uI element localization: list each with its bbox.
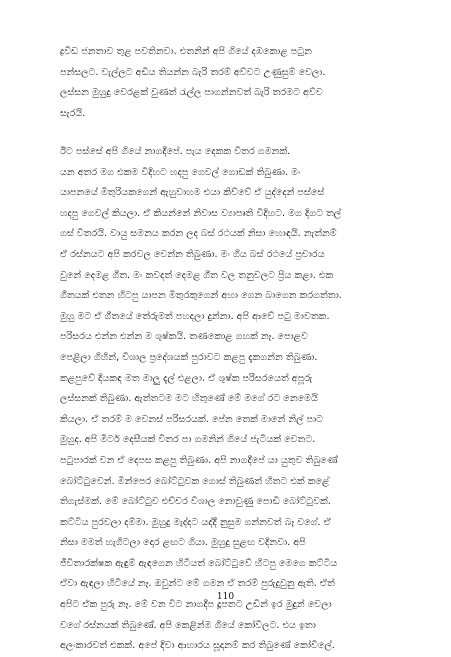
- text-line: ගස් විතරයි. වායු සමනය කරන ලද බස් රථයක් නිසා හොඳයි. නැත්නම්: [60, 228, 337, 240]
- text-line: මුහුද. අපි මීටර් දෙසීයක් විතර පා ගමනින් ගියේ ජැටියක් වෙතට.: [60, 434, 316, 446]
- paragraph-1: [60, 42, 396, 124]
- text-line: මුහු මට ඒ ගීතයේ තේරුමත් පහදලා දුන්නා. අපි ආවේ පටු මාවතක.: [60, 310, 330, 322]
- text-line: අපිට ඒක පුරු නෑ. මේ වන විට නාගදීප දූපතට උඩින් ඉර මුදුන් වෙලා: [60, 599, 332, 611]
- text-line: ඊට පස්සේ අපි ගියේ නාගදීපේ. පැය දෙකක විතර ගමනක්.: [60, 146, 291, 157]
- text-line: කියලා. ඒ තරම් ම වෙනස් පරිසරයක්. පේන තෙක් මානේ නිල් පාට: [60, 413, 324, 425]
- text-line: නිසා මමත් හැගිටලා දොර ළඟට ගියා. මුහුදු සුළඟ වදිනවා. අපි: [60, 537, 306, 549]
- text-line: ඒ රස්නයට අපි කරවල වෙන්න තිබුණා. මං ගිය බස් රථයේ ප්‍රචාරය: [60, 248, 325, 260]
- text-line: බෝට්ටුවෙන්. මින්පෙර බෝට්ටුවක ගොස් තිබුණත් හිතට එක් කළේ: [60, 475, 330, 487]
- text-line: අලංකාරවත් එකක්. අපේ දිවා ආහාරය සූදානම් කර තිබුණේ කෝවිලේ.: [60, 640, 335, 652]
- paragraph-2: [60, 142, 396, 657]
- text-line: පටුපාරක් වන ඒ දෙපස කළපු තිබුණා. අපි නාගදීපේ යා යුතුව තිබුණේ: [60, 454, 338, 466]
- text-line: කළපුවේ දියකඳ මත මාලු දැල් එළලා. ඒ ශුෂ්ක පරිසරයෙත් අපූරු: [60, 372, 313, 384]
- page-number: 110: [216, 592, 235, 602]
- text-line: යාපනයේ මිතුරියකගෙන් ඇහුවාහම එයා කිව්වේ ඒ යුද්දෙන් පස්සේ: [60, 187, 325, 199]
- text-line: ජීවිතාරක්ෂක ඇඳුම් ඇඳගෙන හිටියත් බෝට්ටුවේ හිටපු මෙගෙ කට්ටිය: [60, 557, 338, 569]
- text-line: ලස්සනක් තිබුණා. ඇත්තටම මට හිතුණේ මේ මගේ රට නෙමෙයි: [60, 393, 318, 405]
- text-line: වගේ රස්නයක් තිබුණේ. අපි කෙළින්ම ගියේ කෝවිලට. එය ඉතා: [60, 619, 316, 631]
- text-line: පරිසරය එන්න එන්න ම ශුෂ්කයි. තණකොළ ගහක් නෑ. පොළව: [60, 331, 308, 343]
- text-line: සැරයි.: [60, 107, 86, 119]
- text-line: පෙළිලා ගිහින්, විශාල ප්‍රදේශයක් පුරාවට කළපු දැකගන්න තිබුණා.: [60, 351, 318, 363]
- text-line: කට්ටිය පුරවලා දම්මා. මුහුදු මැද්දට යද්දී නුසුම ගන්නවත් බෑ වගේ. ඒ: [60, 516, 331, 528]
- text-line: ද්‍රවිඩ ජනතාව තුළ පවතිනවා. එතනින් අපි ගියේ දඹකොළ පටුන: [60, 46, 312, 57]
- text-line: පන්සලට. වැල්ලට අඩිය තියන්න බැරි තරම් අව්වට උණුසුම් වෙලා.: [60, 66, 326, 78]
- text-line: ලස්සන මුහුදු වෙරළක් වුණත් රැල්ල පාගන්නවත් බැරි තරමට අව්ව: [60, 87, 323, 99]
- text-line: ගීතයක් එතන හිටපු යාපන මිතුරකුගෙන් අහා ගෙන බාගෙන කරගත්තා.: [60, 290, 342, 302]
- text-line: හදපු ගෙවල් කියලා. ඒ කියන්නේ නිවාස ව්‍යාපෘති විදිහට. මග දිගට තල්: [60, 207, 342, 219]
- text-line: තිගැස්මක්. මේ බෝට්ටුව එච්චර විශාල නොවුණු පොඩි බෝට්ටුවක්.: [60, 496, 331, 508]
- text-line: වුනේ දෙමළ ගීත. මං කවදත් දෙමළ ගීත වල තනුවලට ප්‍රිය කළා. එක: [60, 269, 334, 281]
- text-line: යන අතර මග එකම විදිහට හදපු ගෙවල් ගොඩක් තිබුණා. මං: [60, 166, 301, 178]
- text-line: ඒවා ඇඳලා හිටියේ නෑ. ඔවුන්ට මේ ගමන ඒ තරම් පුරුදුවුනු ඇති. ඒත්: [60, 578, 335, 590]
